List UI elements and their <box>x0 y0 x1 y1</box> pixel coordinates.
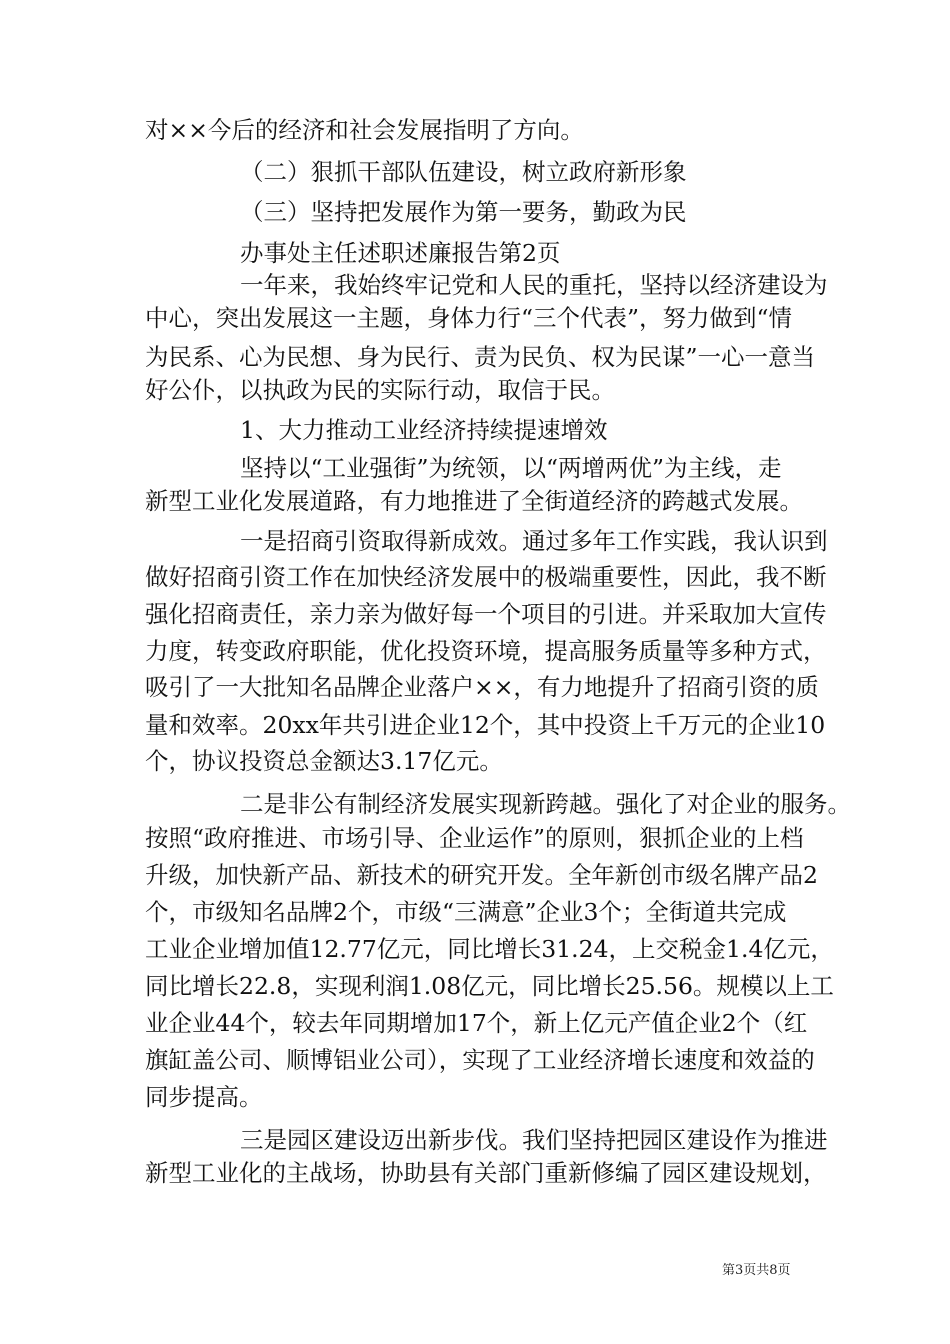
paragraph-line: 个，协议投资总金额达3.17亿元。 <box>145 747 503 775</box>
paragraph-line: 坚持以“工业强街”为统领，以“两增两优”为主线，走 <box>240 454 782 482</box>
paragraph-line: 好公仆，以执政为民的实际行动，取信于民。 <box>145 376 615 404</box>
paragraph-line: 为民系、心为民想、身为民行、责为民负、权为民谋”一心一意当 <box>145 343 816 371</box>
paragraph-line: 中心，突出发展这一主题，身体力行“三个代表”，努力做到“情 <box>145 304 793 332</box>
page-number-footer: 第3页共8页 <box>722 1263 791 1278</box>
paragraph-line: 对××今后的经济和社会发展指明了方向。 <box>145 116 584 144</box>
paragraph-line: 同比增长22.8，实现利润1.08亿元，同比增长25.56。规模以上工 <box>145 972 834 1000</box>
section-heading: （二）狠抓干部队伍建设，树立政府新形象 <box>240 158 687 186</box>
paragraph-line: 新型工业化发展道路，有力地推进了全街道经济的跨越式发展。 <box>145 487 803 515</box>
paragraph-line: 个，市级知名品牌2个，市级“三满意”企业3个；全街道共完成 <box>145 898 787 926</box>
paragraph-line: 工业企业增加值12.77亿元，同比增长31.24，上交税金1.4亿元， <box>145 935 834 963</box>
paragraph-line: 按照“政府推进、市场引导、企业运作”的原则，狠抓企业的上档 <box>145 824 804 852</box>
paragraph-line: 力度，转变政府职能，优化投资环境，提高服务质量等多种方式， <box>145 637 827 665</box>
paragraph-line: 三是园区建设迈出新步伐。我们坚持把园区建设作为推进 <box>240 1126 828 1154</box>
section-heading: （三）坚持把发展作为第一要务，勤政为民 <box>240 198 687 226</box>
paragraph-line: 旗缸盖公司、顺博铝业公司），实现了工业经济增长速度和效益的 <box>145 1046 815 1074</box>
paragraph-line: 做好招商引资工作在加快经济发展中的极端重要性，因此，我不断 <box>145 563 827 591</box>
paragraph-line: 一年来，我始终牢记党和人民的重托，坚持以经济建设为 <box>240 271 828 299</box>
paragraph-line: 一是招商引资取得新成效。通过多年工作实践，我认识到 <box>240 527 828 555</box>
paragraph-line: 业企业44个，较去年同期增加17个，新上亿元产值企业2个（红 <box>145 1009 808 1037</box>
paragraph-line: 升级，加快新产品、新技术的研究开发。全年新创市级名牌产品2 <box>145 861 818 889</box>
page-title-line: 办事处主任述职述廉报告第2页 <box>240 239 561 267</box>
paragraph-line: 量和效率。20xx年共引进企业12个，其中投资上千万元的企业10 <box>145 711 826 739</box>
paragraph-line: 新型工业化的主战场，协助县有关部门重新修编了园区建设规划， <box>145 1159 827 1187</box>
paragraph-line: 强化招商责任，亲力亲为做好每一个项目的引进。并采取加大宣传 <box>145 600 827 628</box>
paragraph-line: 二是非公有制经济发展实现新跨越。强化了对企业的服务。 <box>240 790 851 818</box>
paragraph-line: 同步提高。 <box>145 1083 263 1111</box>
section-heading: 1、大力推动工业经济持续提速增效 <box>240 416 608 444</box>
paragraph-line: 吸引了一大批知名品牌企业落户××，有力地提升了招商引资的质 <box>145 673 819 701</box>
